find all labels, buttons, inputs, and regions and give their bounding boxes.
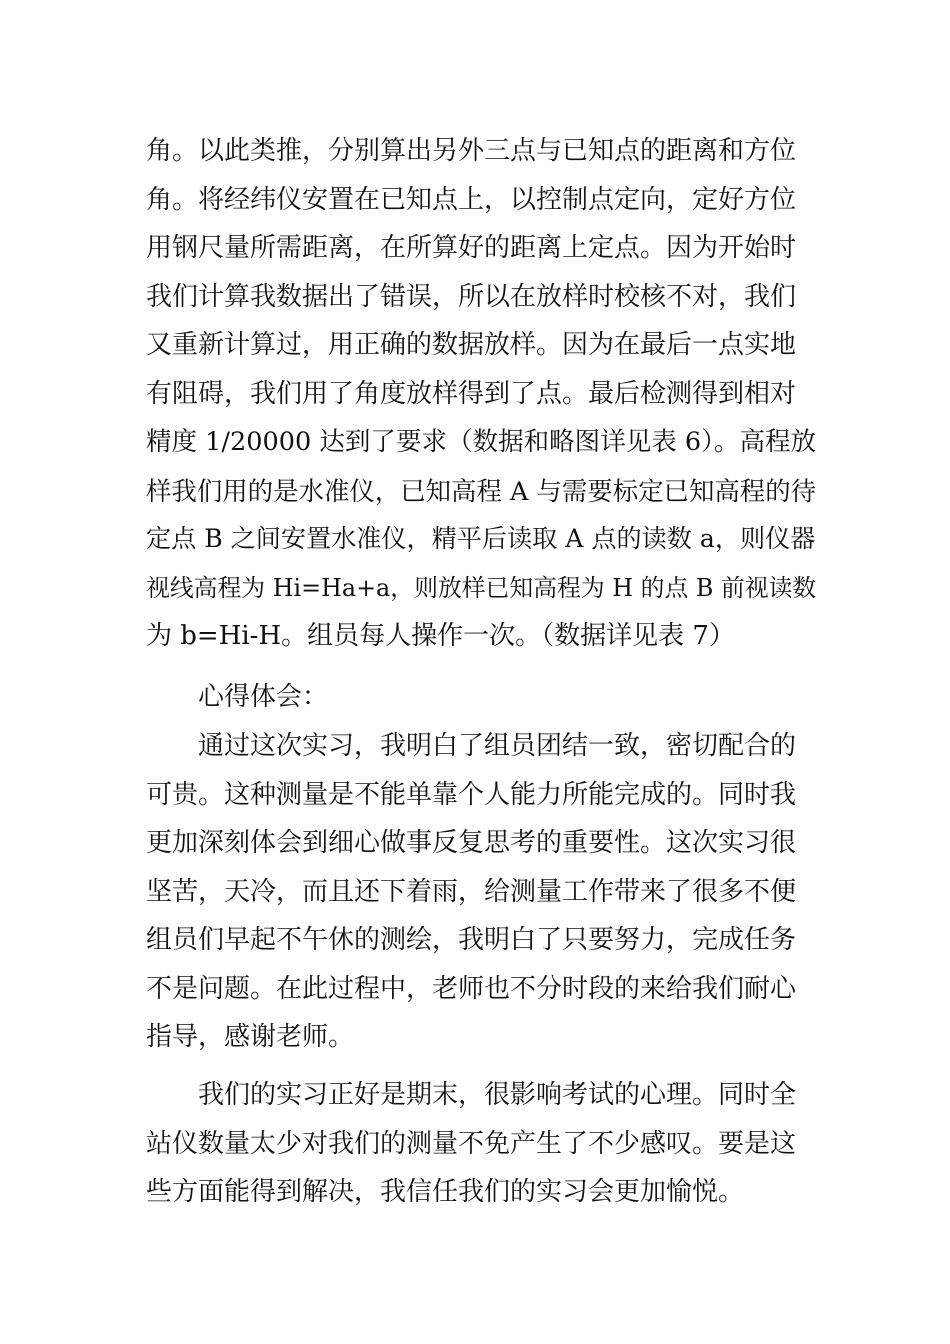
text-line: 指导，感谢老师。 xyxy=(146,1022,355,1052)
paragraph-reflection xyxy=(146,722,816,1062)
text-line: 样我们用的是水准仪，已知高程 A 与需要标定已知高程的待 xyxy=(146,475,817,506)
text-line: 些方面能得到解决，我信任我们的实习会更加愉悦。 xyxy=(146,1177,745,1207)
text-line: 用钢尺量所需距离，在所算好的距离上定点。因为开始时 xyxy=(146,233,797,263)
text-line: 更加深刻体会到细心做事反复思考的重要性。这次实习很 xyxy=(146,828,797,858)
text-line: 角。以此类推，分别算出另外三点与已知点的距离和方位 xyxy=(146,136,797,166)
text-line: 我们计算我数据出了错误，所以在放样时校核不对，我们 xyxy=(146,281,797,312)
text-line: 站仪数量太少对我们的测量不免产生了不少感叹。要是这 xyxy=(146,1128,797,1159)
text-line: 视线高程为 Hi=Ha+a，则放样已知高程为 H 的点 B 前视读数 xyxy=(146,573,817,602)
section-heading: 心得体会： xyxy=(198,682,329,712)
text-line: 不是问题。在此过程中，老师也不分时段的来给我们耐心 xyxy=(146,973,797,1004)
paragraph-suggestions xyxy=(146,1071,816,1217)
text-line: 角。将经纬仪安置在已知点上，以控制点定向，定好方位 xyxy=(146,184,797,215)
paragraph-surveying-procedure xyxy=(146,127,816,661)
text-line: 坚苦，天冷，而且还下着雨，给测量工作带来了很多不便 xyxy=(146,876,797,907)
text-line: 可贵。这种测量是不能单靠个人能力所能完成的。同时我 xyxy=(146,779,797,810)
text-line: 精度 1/20000 达到了要求（数据和略图详见表 6）。高程放 xyxy=(146,427,817,457)
text-line: 有阻碍，我们用了角度放样得到了点。最后检测得到相对 xyxy=(146,378,797,409)
text-line: 定点 B 之间安置水准仪，精平后读取 A 点的读数 a，则仪器 xyxy=(146,524,816,553)
text-line: 为 b=Hi-H。组员每人操作一次。（数据详见表 7） xyxy=(146,621,735,651)
text-line: 组员们早起不午休的测绘，我明白了只要努力，完成任务 xyxy=(146,925,797,955)
text-line: 我们的实习正好是期末，很影响考试的心理。同时全 xyxy=(198,1080,797,1110)
text-line: 通过这次实习，我明白了组员团结一致，密切配合的 xyxy=(198,731,797,761)
section-heading-block xyxy=(146,673,816,722)
text-line: 又重新计算过，用正确的数据放样。因为在最后一点实地 xyxy=(146,330,797,360)
